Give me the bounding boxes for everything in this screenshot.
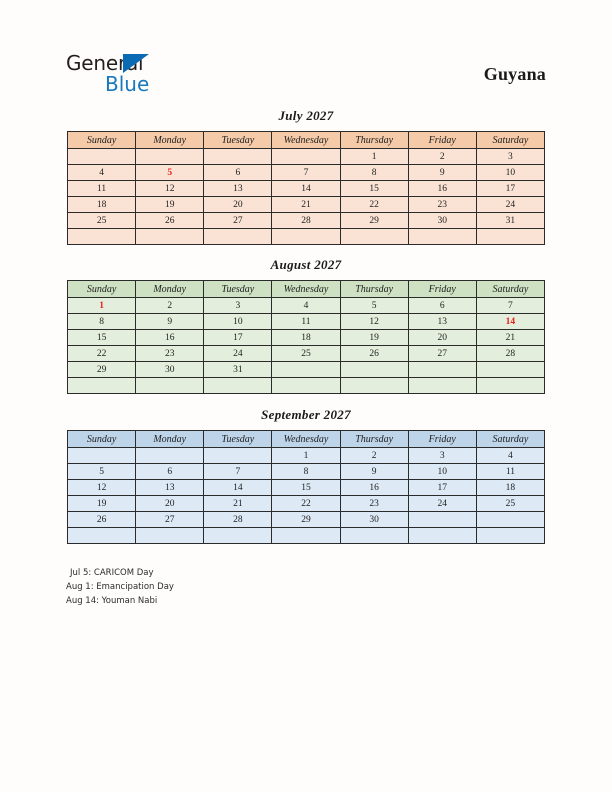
weekday-header-sunday: Sunday bbox=[68, 281, 136, 298]
week-row bbox=[68, 330, 545, 346]
week-row bbox=[68, 496, 545, 512]
week-row bbox=[68, 181, 545, 197]
month-title: August 2027 bbox=[270, 257, 342, 272]
day-cell-empty bbox=[272, 149, 340, 165]
day-cell[interactable]: 18 bbox=[68, 197, 136, 213]
day-cell-empty bbox=[272, 528, 340, 544]
week-row bbox=[68, 464, 545, 480]
day-cell[interactable]: 23 bbox=[408, 197, 476, 213]
day-cell[interactable]: 13 bbox=[204, 181, 272, 197]
day-cell-empty bbox=[476, 512, 544, 528]
logo-text-general: General bbox=[66, 51, 144, 75]
day-cell[interactable]: 1 bbox=[68, 298, 136, 314]
day-cell[interactable]: 18 bbox=[272, 330, 340, 346]
day-cell-empty bbox=[272, 362, 340, 378]
day-cell-empty bbox=[408, 512, 476, 528]
day-cell-empty bbox=[476, 378, 544, 394]
day-cell-empty bbox=[408, 528, 476, 544]
week-row bbox=[68, 480, 545, 496]
day-cell[interactable]: 21 bbox=[204, 496, 272, 512]
day-cell[interactable]: 17 bbox=[476, 181, 544, 197]
weekday-header-sunday: Sunday bbox=[68, 132, 136, 149]
day-cell-empty bbox=[340, 528, 408, 544]
day-cell-empty bbox=[204, 149, 272, 165]
week-row bbox=[68, 512, 545, 528]
day-cell-empty bbox=[136, 378, 204, 394]
day-cell[interactable]: 7 bbox=[272, 165, 340, 181]
day-cell[interactable]: 21 bbox=[272, 197, 340, 213]
week-row bbox=[68, 378, 545, 394]
week-row bbox=[68, 229, 545, 245]
weekday-header-thursday: Thursday bbox=[340, 431, 408, 448]
weekday-header-friday: Friday bbox=[408, 281, 476, 298]
day-cell[interactable]: 19 bbox=[136, 197, 204, 213]
day-cell[interactable]: 5 bbox=[68, 464, 136, 480]
day-cell[interactable]: 3 bbox=[408, 448, 476, 464]
day-cell[interactable]: 27 bbox=[408, 346, 476, 362]
day-cell[interactable]: 9 bbox=[340, 464, 408, 480]
day-cell[interactable]: 29 bbox=[272, 512, 340, 528]
week-row bbox=[68, 346, 545, 362]
day-cell[interactable]: 29 bbox=[68, 362, 136, 378]
day-cell[interactable]: 5 bbox=[340, 298, 408, 314]
day-cell[interactable]: 22 bbox=[340, 197, 408, 213]
day-cell-empty bbox=[204, 378, 272, 394]
day-cell[interactable]: 8 bbox=[340, 165, 408, 181]
day-cell[interactable]: 11 bbox=[476, 464, 544, 480]
day-cell-empty bbox=[204, 229, 272, 245]
day-cell[interactable]: 28 bbox=[204, 512, 272, 528]
day-cell-empty bbox=[136, 149, 204, 165]
day-cell-empty bbox=[408, 378, 476, 394]
day-cell[interactable]: 13 bbox=[408, 314, 476, 330]
week-row bbox=[68, 197, 545, 213]
day-cell[interactable]: 9 bbox=[408, 165, 476, 181]
week-row bbox=[68, 298, 545, 314]
day-cell[interactable]: 1 bbox=[340, 149, 408, 165]
day-cell-empty bbox=[340, 229, 408, 245]
day-cell-empty bbox=[204, 528, 272, 544]
month-block-september bbox=[67, 407, 545, 544]
weekday-header-row bbox=[68, 431, 545, 448]
weekday-header-wednesday: Wednesday bbox=[272, 431, 340, 448]
calendar-table bbox=[67, 280, 545, 394]
week-row bbox=[68, 149, 545, 165]
day-cell[interactable]: 15 bbox=[68, 330, 136, 346]
day-cell[interactable]: 11 bbox=[68, 181, 136, 197]
day-cell-empty bbox=[476, 528, 544, 544]
day-cell-empty bbox=[340, 362, 408, 378]
week-row bbox=[68, 165, 545, 181]
day-cell[interactable]: 5 bbox=[136, 165, 204, 181]
day-cell[interactable]: 16 bbox=[136, 330, 204, 346]
day-cell[interactable]: 16 bbox=[340, 480, 408, 496]
day-cell[interactable]: 24 bbox=[204, 346, 272, 362]
logo-triangle-icon bbox=[123, 54, 149, 73]
day-cell-empty bbox=[340, 378, 408, 394]
day-cell[interactable]: 29 bbox=[340, 213, 408, 229]
day-cell[interactable]: 4 bbox=[68, 165, 136, 181]
day-cell[interactable]: 10 bbox=[408, 464, 476, 480]
day-cell[interactable]: 17 bbox=[204, 330, 272, 346]
week-row bbox=[68, 528, 545, 544]
day-cell[interactable]: 23 bbox=[340, 496, 408, 512]
day-cell[interactable]: 24 bbox=[476, 197, 544, 213]
day-cell[interactable]: 25 bbox=[272, 346, 340, 362]
day-cell[interactable]: 16 bbox=[408, 181, 476, 197]
day-cell[interactable]: 27 bbox=[136, 512, 204, 528]
weekday-header-monday: Monday bbox=[136, 431, 204, 448]
weekday-header-thursday: Thursday bbox=[340, 281, 408, 298]
day-cell-empty bbox=[476, 229, 544, 245]
weekday-header-sunday: Sunday bbox=[68, 431, 136, 448]
weekday-header-friday: Friday bbox=[408, 132, 476, 149]
day-cell[interactable]: 21 bbox=[476, 330, 544, 346]
day-cell-empty bbox=[136, 229, 204, 245]
day-cell[interactable]: 3 bbox=[204, 298, 272, 314]
day-cell[interactable]: 27 bbox=[204, 213, 272, 229]
month-title: July 2027 bbox=[278, 108, 334, 123]
day-cell[interactable]: 12 bbox=[136, 181, 204, 197]
day-cell[interactable]: 17 bbox=[408, 480, 476, 496]
weekday-header-wednesday: Wednesday bbox=[272, 132, 340, 149]
month-block-august bbox=[67, 257, 545, 394]
day-cell-empty bbox=[68, 378, 136, 394]
day-cell[interactable]: 28 bbox=[476, 346, 544, 362]
day-cell[interactable]: 6 bbox=[204, 165, 272, 181]
day-cell[interactable]: 3 bbox=[476, 149, 544, 165]
day-cell-empty bbox=[204, 448, 272, 464]
day-cell[interactable]: 8 bbox=[272, 464, 340, 480]
day-cell[interactable]: 14 bbox=[476, 314, 544, 330]
day-cell[interactable]: 6 bbox=[408, 298, 476, 314]
weekday-header-tuesday: Tuesday bbox=[204, 431, 272, 448]
day-cell[interactable]: 26 bbox=[136, 213, 204, 229]
day-cell[interactable]: 26 bbox=[68, 512, 136, 528]
day-cell-empty bbox=[408, 229, 476, 245]
day-cell[interactable]: 24 bbox=[408, 496, 476, 512]
day-cell[interactable]: 11 bbox=[272, 314, 340, 330]
day-cell[interactable]: 9 bbox=[136, 314, 204, 330]
weekday-header-wednesday: Wednesday bbox=[272, 281, 340, 298]
day-cell-empty bbox=[408, 362, 476, 378]
day-cell[interactable]: 2 bbox=[136, 298, 204, 314]
day-cell[interactable]: 6 bbox=[136, 464, 204, 480]
weekday-header-saturday: Saturday bbox=[476, 132, 544, 149]
day-cell-empty bbox=[272, 378, 340, 394]
week-row bbox=[68, 448, 545, 464]
day-cell-empty bbox=[68, 448, 136, 464]
day-cell[interactable]: 28 bbox=[272, 213, 340, 229]
day-cell[interactable]: 7 bbox=[204, 464, 272, 480]
day-cell[interactable]: 19 bbox=[340, 330, 408, 346]
day-cell[interactable]: 25 bbox=[476, 496, 544, 512]
weekday-header-thursday: Thursday bbox=[340, 132, 408, 149]
day-cell[interactable]: 15 bbox=[272, 480, 340, 496]
weekday-header-saturday: Saturday bbox=[476, 281, 544, 298]
day-cell[interactable]: 2 bbox=[408, 149, 476, 165]
day-cell[interactable]: 10 bbox=[476, 165, 544, 181]
day-cell-empty bbox=[272, 229, 340, 245]
day-cell[interactable]: 20 bbox=[408, 330, 476, 346]
day-cell[interactable]: 20 bbox=[204, 197, 272, 213]
day-cell[interactable]: 30 bbox=[340, 512, 408, 528]
weekday-header-monday: Monday bbox=[136, 281, 204, 298]
day-cell-empty bbox=[136, 528, 204, 544]
day-cell[interactable]: 14 bbox=[204, 480, 272, 496]
weekday-header-friday: Friday bbox=[408, 431, 476, 448]
day-cell[interactable]: 14 bbox=[272, 181, 340, 197]
day-cell[interactable]: 30 bbox=[408, 213, 476, 229]
calendar-table bbox=[67, 430, 545, 544]
day-cell[interactable]: 25 bbox=[68, 213, 136, 229]
general-blue-logo bbox=[66, 52, 186, 100]
weekday-header-tuesday: Tuesday bbox=[204, 281, 272, 298]
month-block-july bbox=[67, 108, 545, 245]
holiday-item: Aug 1: Emancipation Day bbox=[66, 582, 174, 592]
day-cell[interactable]: 20 bbox=[136, 496, 204, 512]
day-cell[interactable]: 13 bbox=[136, 480, 204, 496]
day-cell[interactable]: 8 bbox=[68, 314, 136, 330]
weekday-header-row bbox=[68, 132, 545, 149]
day-cell[interactable]: 4 bbox=[476, 448, 544, 464]
weekday-header-saturday: Saturday bbox=[476, 431, 544, 448]
day-cell[interactable]: 15 bbox=[340, 181, 408, 197]
day-cell[interactable]: 18 bbox=[476, 480, 544, 496]
day-cell-empty bbox=[136, 448, 204, 464]
country-title: Guyana bbox=[483, 64, 546, 84]
month-title: September 2027 bbox=[261, 407, 351, 422]
day-cell-empty bbox=[68, 149, 136, 165]
page-header bbox=[0, 0, 612, 105]
day-cell[interactable]: 19 bbox=[68, 496, 136, 512]
day-cell[interactable]: 4 bbox=[272, 298, 340, 314]
day-cell[interactable]: 31 bbox=[204, 362, 272, 378]
day-cell[interactable]: 12 bbox=[68, 480, 136, 496]
calendar-table bbox=[67, 131, 545, 245]
day-cell-empty bbox=[68, 528, 136, 544]
day-cell-empty bbox=[476, 362, 544, 378]
logo-text-blue: Blue bbox=[105, 72, 150, 96]
day-cell[interactable]: 30 bbox=[136, 362, 204, 378]
day-cell[interactable]: 22 bbox=[68, 346, 136, 362]
day-cell[interactable]: 22 bbox=[272, 496, 340, 512]
holiday-item: Jul 5: CARICOM Day bbox=[70, 568, 154, 578]
day-cell[interactable]: 1 bbox=[272, 448, 340, 464]
week-row bbox=[68, 314, 545, 330]
weekday-header-row bbox=[68, 281, 545, 298]
day-cell[interactable]: 23 bbox=[136, 346, 204, 362]
day-cell[interactable]: 26 bbox=[340, 346, 408, 362]
weekday-header-monday: Monday bbox=[136, 132, 204, 149]
day-cell[interactable]: 31 bbox=[476, 213, 544, 229]
day-cell[interactable]: 10 bbox=[204, 314, 272, 330]
day-cell[interactable]: 2 bbox=[340, 448, 408, 464]
week-row bbox=[68, 213, 545, 229]
holiday-item: Aug 14: Youman Nabi bbox=[66, 596, 158, 606]
day-cell[interactable]: 12 bbox=[340, 314, 408, 330]
holiday-legend bbox=[66, 566, 466, 608]
week-row bbox=[68, 362, 545, 378]
weekday-header-tuesday: Tuesday bbox=[204, 132, 272, 149]
day-cell[interactable]: 7 bbox=[476, 298, 544, 314]
day-cell-empty bbox=[68, 229, 136, 245]
